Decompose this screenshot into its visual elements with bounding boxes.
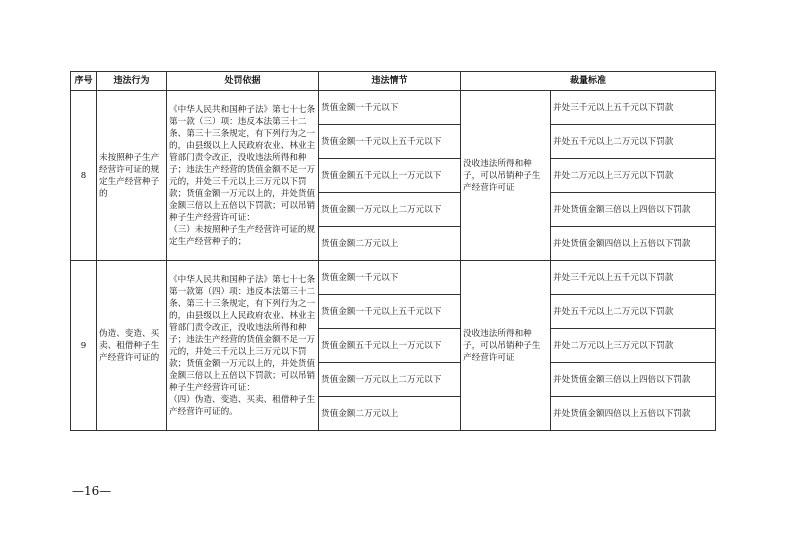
tier-condition: 货值金额一千元以上五千元以下 xyxy=(319,295,461,329)
row-number: 8 xyxy=(71,91,97,261)
basis-item: （三）未按照种子生产经营许可证的规定生产经营种子的； xyxy=(169,224,316,247)
basis-text: 《中华人民共和国种子法》第七十七条第一款第（四）项：违反本法第三十二条、第三十三条规定，有下列行为之一的，由县级以上人民政府农业、林业主管部门责令改正，没收违法所得和种子；违法生产经营的货值金额不足一万元的，并处三千元以上三万元以下罚款；货值金额一万元以上的，并处货值金额三倍以上五倍以下罚款；可以吊销种子生产经营许可证： xyxy=(169,274,316,393)
header-basis: 处罚依据 xyxy=(167,72,319,91)
tier-condition: 货值金额一万元以上二万元以下 xyxy=(319,363,461,397)
tier-condition: 货值金额五千元以上一万元以下 xyxy=(319,329,461,363)
header-act: 违法行为 xyxy=(97,72,167,91)
tier-standard: 并处货值金额三倍以上四倍以下罚款 xyxy=(551,363,716,397)
row-basis xyxy=(167,91,319,261)
header-standard: 裁量标准 xyxy=(461,72,716,91)
table-header-row xyxy=(71,72,716,91)
header-circumstance: 违法情节 xyxy=(319,72,461,91)
tier-standard: 并处五千元以上二万元以下罚款 xyxy=(551,125,716,159)
table-row xyxy=(71,261,716,295)
row-act: 伪造、变造、买卖、租借种子生产经营许可证的 xyxy=(97,261,167,431)
tier-condition: 货值金额五千元以上一万元以下 xyxy=(319,159,461,193)
tier-standard: 并处二万元以上三万元以下罚款 xyxy=(551,329,716,363)
basis-item: （四）伪造、变造、买卖、租借种子生产经营许可证的。 xyxy=(169,394,316,417)
tier-standard: 并处货值金额四倍以上五倍以下罚款 xyxy=(551,227,716,261)
row-number: 9 xyxy=(71,261,97,431)
tier-condition: 货值金额二万元以上 xyxy=(319,227,461,261)
penalty-standards-table xyxy=(70,71,716,431)
tier-standard: 并处三千元以上五千元以下罚款 xyxy=(551,91,716,125)
tier-standard: 并处五千元以上二万元以下罚款 xyxy=(551,295,716,329)
tier-standard: 并处货值金额三倍以上四倍以下罚款 xyxy=(551,193,716,227)
row-act: 未按照种子生产经营许可证的规定生产经营种子的 xyxy=(97,91,167,261)
tier-condition: 货值金额一千元以上五千元以下 xyxy=(319,125,461,159)
row-confiscation: 没收违法所得和种子，可以吊销种子生产经营许可证 xyxy=(461,261,551,431)
tier-condition: 货值金额一万元以上二万元以下 xyxy=(319,193,461,227)
tier-standard: 并处货值金额四倍以上五倍以下罚款 xyxy=(551,397,716,431)
tier-condition: 货值金额一千元以下 xyxy=(319,261,461,295)
tier-standard: 并处二万元以上三万元以下罚款 xyxy=(551,159,716,193)
page-number: —16— xyxy=(72,484,112,498)
tier-condition: 货值金额二万元以上 xyxy=(319,397,461,431)
header-number: 序号 xyxy=(71,72,97,91)
table-row xyxy=(71,91,716,125)
basis-text: 《中华人民共和国种子法》第七十七条第一款（三）项：违反本法第三十二条、第三十三条规定，有下列行为之一的，由县级以上人民政府农业、林业主管部门责令改正，没收违法所得和种子；违法生产经营的货值金额不足一万元的，并处三千元以上三万元以下罚款；货值金额一万元以上的，并处货值金额三倍以上五倍以下罚款；可以吊销种子生产经营许可证： xyxy=(169,104,316,223)
row-basis xyxy=(167,261,319,431)
tier-condition: 货值金额一千元以下 xyxy=(319,91,461,125)
row-confiscation: 没收违法所得和种子，可以吊销种子生产经营许可证 xyxy=(461,91,551,261)
tier-standard: 并处三千元以上五千元以下罚款 xyxy=(551,261,716,295)
